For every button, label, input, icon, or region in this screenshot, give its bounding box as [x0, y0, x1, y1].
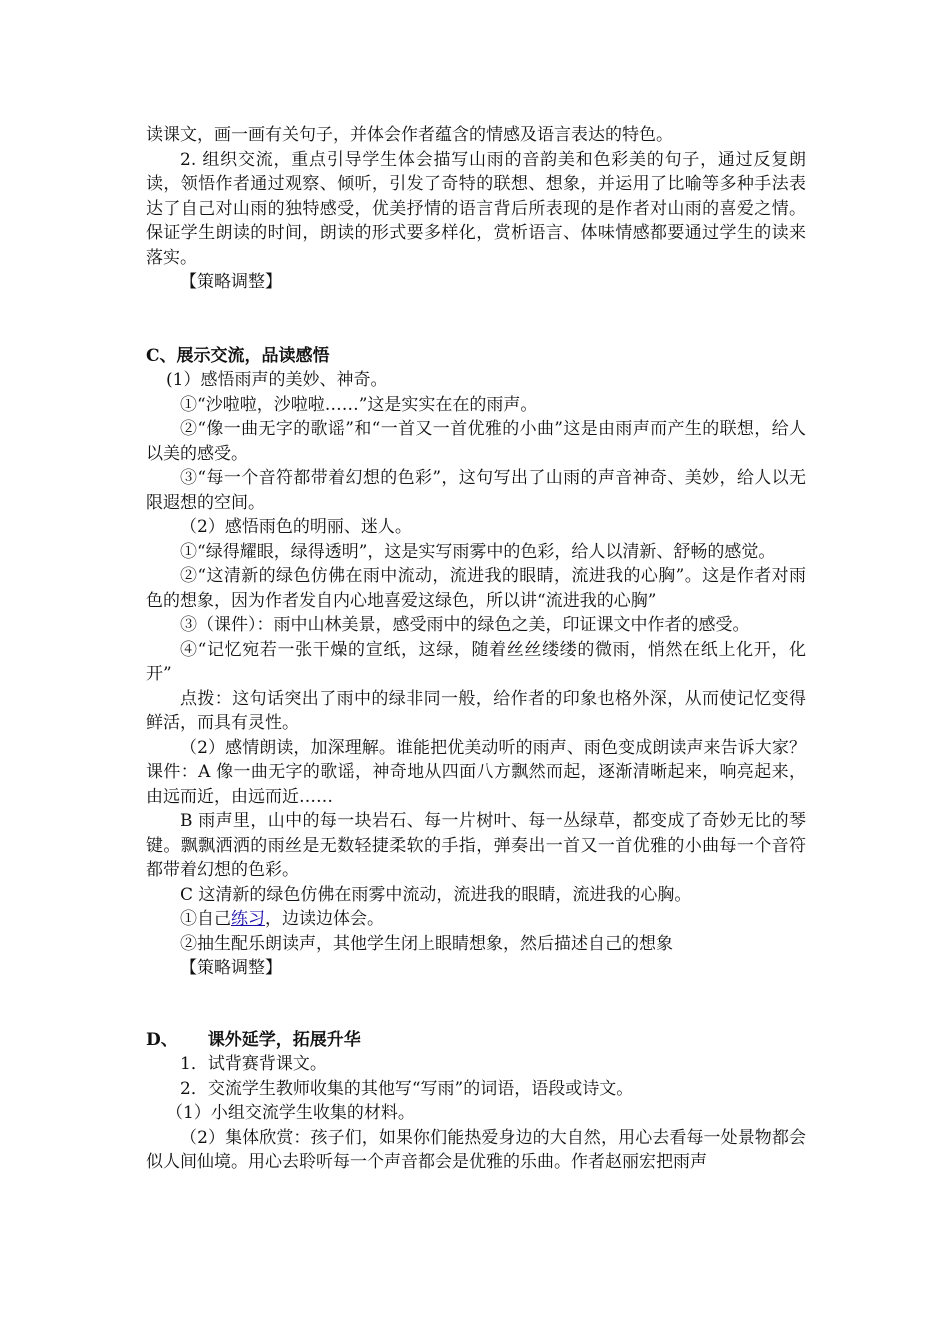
rain-color-item-4: ④“记忆宛若一张干燥的宣纸，这绿，随着丝丝缕缕的微雨，悄然在纸上化开，化开” [146, 639, 806, 684]
section-d-item-2: 2．交流学生教师收集的其他写“写雨”的词语，语段或诗文。 [180, 1078, 634, 1099]
section-c-heading: C、展示交流，品读感悟 [146, 345, 330, 366]
practice-prefix: ①自己 [180, 909, 231, 929]
rain-sound-item-2: ②“像一曲无字的歌谣”和“一首又一首优雅的小曲”这是由雨声而产生的联想，给人以美的感受。 [146, 419, 806, 464]
practice-line [146, 907, 806, 932]
section-c-sub1: (1）感悟雨声的美妙、神奇。 [166, 370, 388, 390]
reading-line: ②抽生配乐朗读声，其他学生闭上眼睛想象，然后描述自己的想象 [180, 933, 673, 954]
section-d-label: D、 [146, 1029, 178, 1050]
section-d-item-3: （1）小组交流学生收集的材料。 [166, 1103, 415, 1123]
rain-color-item-1: ①“绿得耀眼，绿得透明”，这是实写雨雾中的色彩，给人以清新、舒畅的感觉。 [180, 541, 776, 562]
strategy-adjust-label: 【策略调整】 [180, 272, 282, 292]
tip-paragraph: 点拨：这句话突出了雨中的绿非同一般，给作者的印象也格外深，从而使记忆变得鲜活，而具有灵性。 [146, 688, 806, 733]
courseware-c-paragraph: C 这清新的绿色仿佛在雨雾中流动，流进我的眼睛，流进我的心胸。 [180, 884, 692, 905]
section-c-sub2: （2）感悟雨色的明丽、迷人。 [180, 517, 412, 537]
courseware-b-paragraph: B 雨声里，山中的每一块岩石、每一片树叶、每一丛绿草，都变成了奇妙无比的琴键。飘飘洒洒的雨丝是无数轻捷柔软的手指，弹奏出一首又一首优雅的小曲每一个音符都带着幻想的色彩。 [146, 811, 806, 880]
section-d-item-4: （2）集体欣赏：孩子们，如果你们能热爱身边的大自然，用心去看每一处景物都会似人间仙境。用心去聆听每一个声音都会是优雅的乐曲。作者赵丽宏把雨声 [146, 1127, 806, 1172]
practice-suffix: ，边读边体会。 [265, 909, 384, 929]
section-c-sub3: （2）感情朗读，加深理解。谁能把优美动听的雨声、雨色变成朗读声来告诉大家？课件：A 像一曲无字的歌谣，神奇地从四面八方飘然而起，逐渐清晰起来，响亮起来，由远而近，由远而近…… [146, 737, 806, 807]
paragraph-read-text: 读课文，画一画有关句子，并体会作者蕴含的情感及语言表达的特色。 [146, 125, 673, 145]
practice-link[interactable]: 练习 [231, 909, 265, 929]
rain-color-item-3: ③（课件）：雨中山林美景，感受雨中的绿色之美，印证课文中作者的感受。 [180, 615, 750, 635]
paragraph-exchange: 2. 组织交流，重点引导学生体会描写山雨的音韵美和色彩美的句子，通过反复朗读，领悟作者通过观察、倾听，引发了奇特的联想、想象，并运用了比喻等多种手法表达了自己对山雨的独特感受，优美抒情的语言背后所表现的是作者对山雨的喜爱之情。保证学生朗读的时间，朗读的形式要多样化，赏析语言、体味情感都要通过学生的读来落实。 [146, 149, 806, 268]
document-page [146, 123, 806, 1175]
section-d-item-1: 1．试背赛背课文。 [180, 1054, 327, 1074]
rain-sound-item-3: ③“每一个音符都带着幻想的色彩”，这句写出了山雨的声音神奇、美妙，给人以无限遐想的空间。 [146, 468, 806, 513]
rain-sound-item-1: ①“沙啦啦，沙啦啦……”这是实实在在的雨声。 [180, 394, 538, 415]
section-d-heading [146, 1028, 806, 1053]
rain-color-item-2: ②“这清新的绿色仿佛在雨中流动，流进我的眼睛，流进我的心胸”。这是作者对雨色的想象，因为作者发自内心地喜爱这绿色，所以讲“流进我的心胸” [146, 566, 806, 611]
strategy-adjust-label-2: 【策略调整】 [180, 958, 282, 978]
section-d-title: 课外延学，拓展升华 [207, 1029, 361, 1050]
